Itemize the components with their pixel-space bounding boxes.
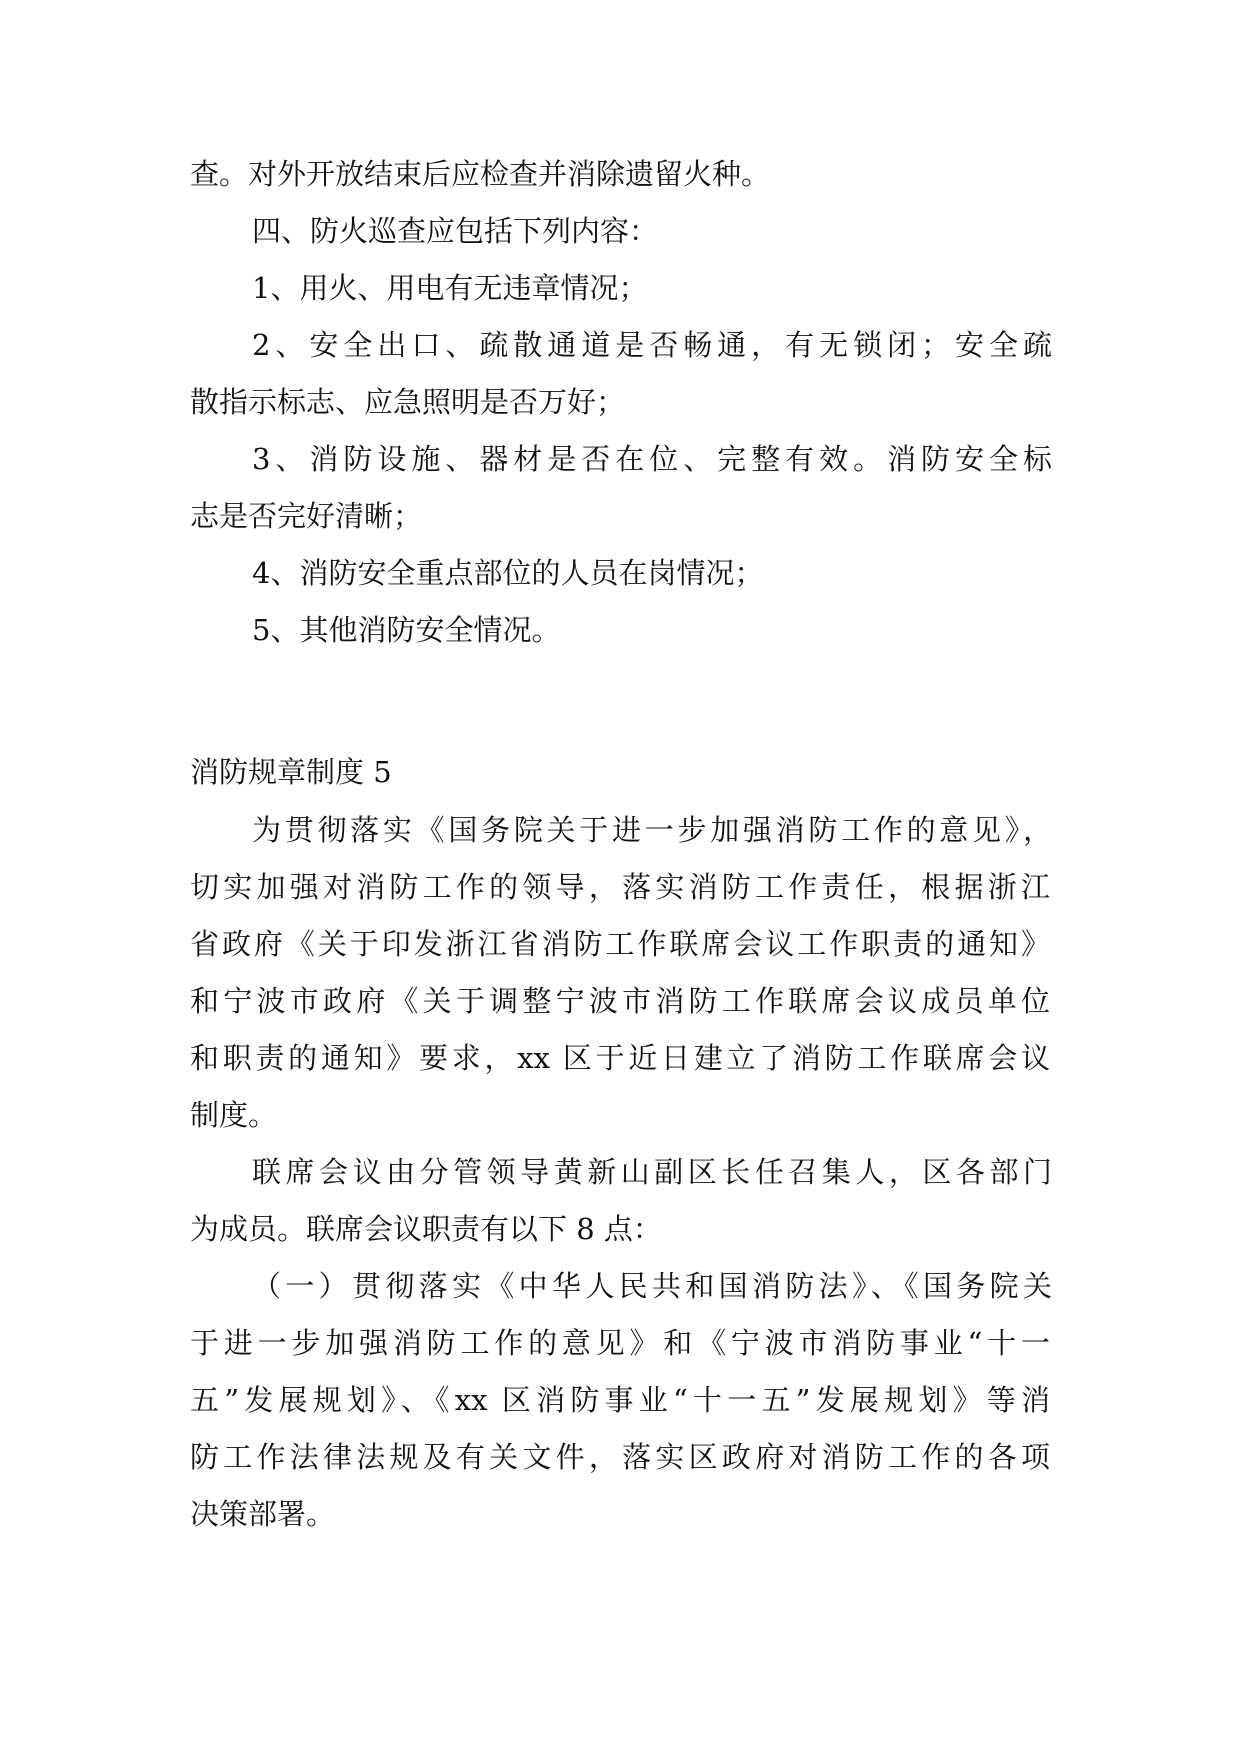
text-line: 5、其他消防安全情况。 xyxy=(252,613,561,647)
text-line: 1、用火、用电有无违章情况； xyxy=(252,271,648,305)
text-line: 为成员。联席会议职责有以下 8 点： xyxy=(190,1212,662,1246)
text-line: 制度。 xyxy=(190,1098,278,1132)
text-line: 于进一步加强消防工作的意见》和《宁波市消防事业“十一 xyxy=(190,1326,1050,1360)
text-line: 查。对外开放结束后应检查并消除遗留火种。 xyxy=(190,157,771,191)
text-line: 为贯彻落实《国务院关于进一步加强消防工作的意见》， xyxy=(252,813,1052,847)
section-heading: 消防规章制度 5 xyxy=(190,755,392,789)
text-line: 志是否完好清晰； xyxy=(190,499,423,533)
text-line: 和职责的通知》要求，xx 区于近日建立了消防工作联席会议 xyxy=(190,1041,1050,1075)
text-line: 决策部署。 xyxy=(190,1497,336,1531)
text-line: 五”发展规划》、《xx 区消防事业“十一五”发展规划》等消 xyxy=(190,1383,1050,1417)
text-line: 4、消防安全重点部位的人员在岗情况； xyxy=(252,556,764,590)
text-line: 散指示标志、应急照明是否万好； xyxy=(190,385,626,419)
text-line: 2、安全出口、疏散通道是否畅通，有无锁闭；安全疏 xyxy=(252,328,1052,362)
text-line: （一）贯彻落实《中华人民共和国消防法》、《国务院关 xyxy=(252,1269,1052,1303)
text-line: 3、消防设施、器材是否在位、完整有效。消防安全标 xyxy=(252,442,1052,476)
text-line: 省政府《关于印发浙江省消防工作联席会议工作职责的通知》 xyxy=(190,927,1050,961)
text-line: 切实加强对消防工作的领导，落实消防工作责任，根据浙江 xyxy=(190,870,1050,904)
text-line: 和宁波市政府《关于调整宁波市消防工作联席会议成员单位 xyxy=(190,984,1050,1018)
text-line: 四、防火巡查应包括下列内容： xyxy=(252,214,659,248)
text-line: 防工作法律法规及有关文件，落实区政府对消防工作的各项 xyxy=(190,1440,1050,1474)
text-line: 联席会议由分管领导黄新山副区长任召集人，区各部门 xyxy=(252,1155,1052,1189)
